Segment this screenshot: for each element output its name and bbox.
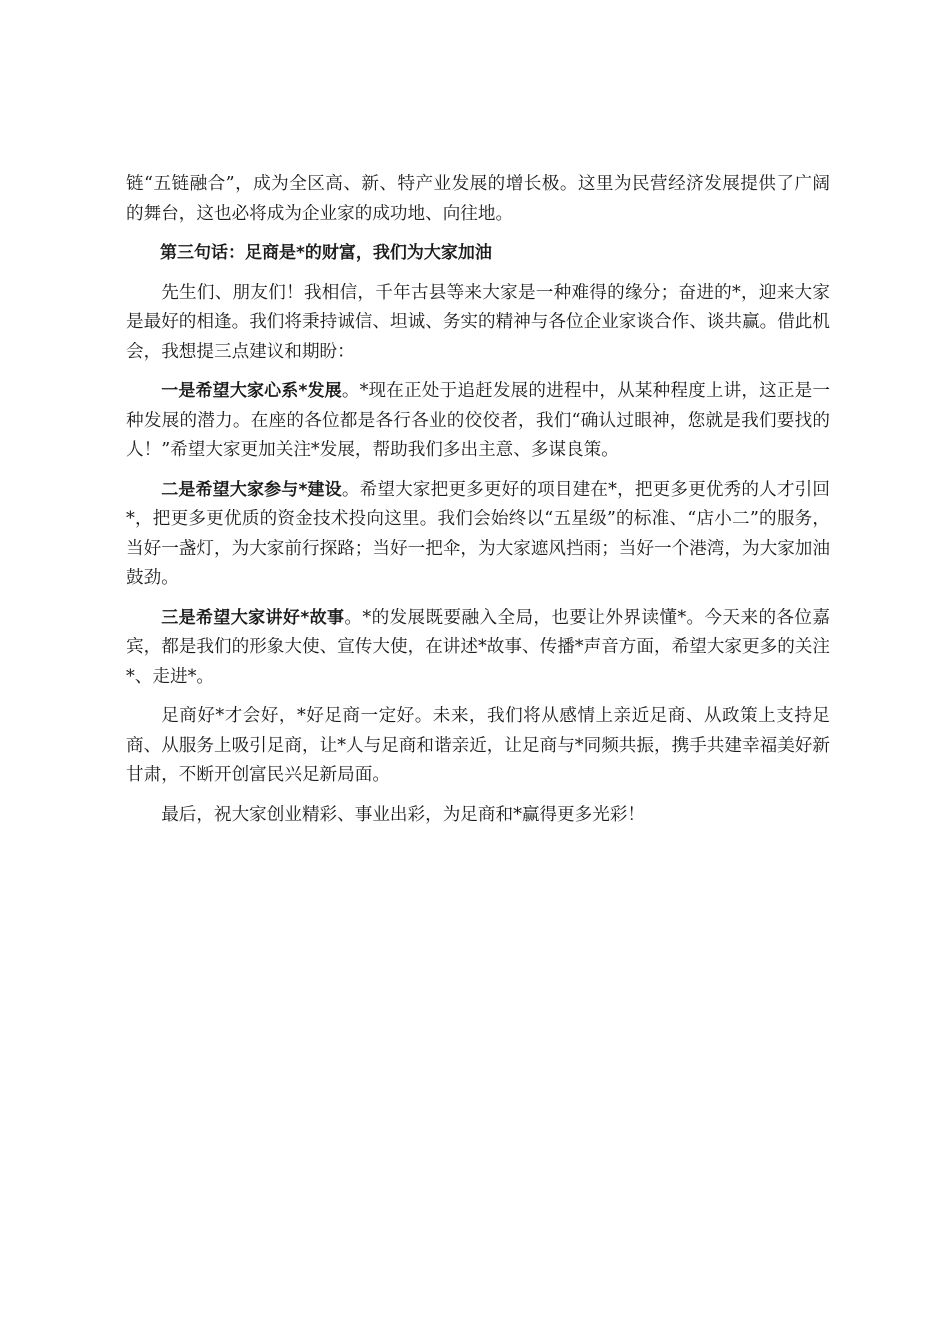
suggestion-two-lead: 二是希望大家参与*建设 [161, 479, 342, 500]
suggestion-three-body: 。*的发展既要融入全局，也要让外界读懂*。今天来的各位嘉宾，都是我们的形象大使、宣传大使，在讲述*故事、传播*声音方面，希望大家更多的关注*、走进*。 [126, 607, 830, 687]
suggestion-three [126, 604, 830, 693]
paragraph-closing: 最后，祝大家创业精彩、事业出彩，为足商和*赢得更多光彩！ [161, 804, 646, 825]
suggestion-one-lead: 一是希望大家心系*发展 [161, 381, 342, 401]
paragraph-future: 足商好*才会好，*好足商一定好。未来，我们将从感情上亲近足商、从政策上支持足商、从服务上吸引足商，让*人与足商和谐亲近，让足商与*同频共振，携手共建幸福美好新甘肃，不断开创富民兴足新局面。 [126, 706, 830, 785]
suggestion-two-body: 。希望大家把更多更好的项目建在*，把更多更优秀的人才引回*，把更多更优质的资金技术投向这里。我们会始终以“五星级”的标准、“店小二”的服务，当好一盏灯，为大家前行探路；当好一把伞，为大家遮风挡雨；当好一个港湾，为大家加油鼓劲。 [126, 479, 830, 588]
paragraph-continuation: 链“五链融合”，成为全区高、新、特产业发展的增长极。这里为民营经济发展提供了广阔的舞台，这也必将成为企业家的成功地、向往地。 [126, 174, 830, 224]
suggestion-two [126, 476, 830, 594]
section-heading-third: 第三句话：足商是*的财富，我们为大家加油 [160, 243, 492, 263]
suggestion-one [126, 377, 830, 466]
document-page [126, 170, 830, 840]
suggestion-one-body: 。*现在正处于追赶发展的进程中，从某种程度上讲，这正是一种发展的潜力。在座的各位都是各行各业的佼佼者，我们“确认过眼神，您就是我们要找的人！”希望大家更加关注*发展，帮助我们多出主意、多谋良策。 [126, 381, 830, 460]
paragraph-greeting: 先生们、朋友们！我相信，千年古县等来大家是一种难得的缘分；奋进的*，迎来大家是最好的相逢。我们将秉持诚信、坦诚、务实的精神与各位企业家谈合作、谈共赢。借此机会，我想提三点建议和期盼： [126, 282, 830, 362]
suggestion-three-lead: 三是希望大家讲好*故事 [161, 607, 345, 628]
